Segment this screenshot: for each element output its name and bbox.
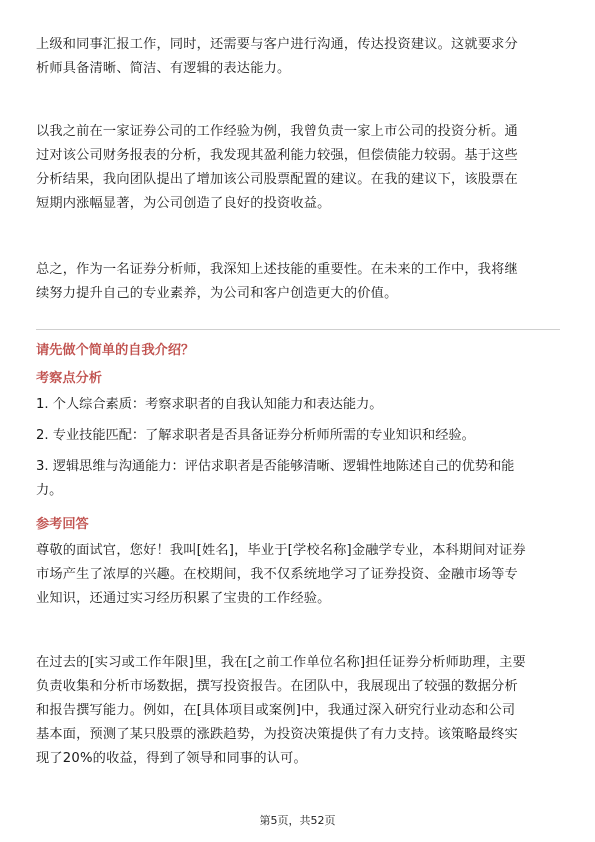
intro-paragraph-1 [36, 33, 560, 81]
analysis-item-2 [36, 424, 560, 448]
text-line: 基本面，预测了某只股票的涨跌趋势，为投资决策提供了有力支持。该策略最终实 [36, 727, 518, 742]
text-line: 现了20%的收益，得到了领导和同事的认可。 [36, 751, 307, 766]
page-number: 第5页，共52页 [259, 814, 336, 827]
answer-heading: 参考回答 [36, 517, 89, 532]
answer-paragraph-1 [36, 539, 560, 611]
text-line: 短期内涨幅显著，为公司创造了良好的投资收益。 [36, 196, 331, 211]
text-line: 力。 [36, 483, 63, 498]
text-line: 2. 专业技能匹配：了解求职者是否具备证券分析师所需的专业知识和经验。 [36, 428, 475, 443]
intro-paragraph-3 [36, 258, 560, 306]
text-line: 尊敬的面试官，您好！我叫[姓名]，毕业于[学校名称]金融学专业，本科期间对证券 [36, 543, 526, 558]
analysis-item-3 [36, 455, 560, 503]
text-line: 业知识，还通过实习经历积累了宝贵的工作经验。 [36, 591, 331, 606]
answer-paragraph-2 [36, 651, 560, 771]
text-line: 和报告撰写能力。例如，在[具体项目或案例]中，我通过深入研究行业动态和公司 [36, 703, 516, 718]
text-line: 以我之前在一家证券公司的工作经验为例，我曾负责一家上市公司的投资分析。通 [36, 124, 518, 139]
text-line: 市场产生了浓厚的兴趣。在校期间，我不仅系统地学习了证券投资、金融市场等专 [36, 567, 518, 582]
text-line: 续努力提升自己的专业素养，为公司和客户创造更大的价值。 [36, 286, 398, 301]
text-line: 析师具备清晰、简洁、有逻辑的表达能力。 [36, 61, 291, 76]
text-line: 过对该公司财务报表的分析，我发现其盈利能力较强，但偿债能力较弱。基于这些 [36, 148, 518, 163]
text-line: 在过去的[实习或工作年限]里，我在[之前工作单位名称]担任证券分析师助理，主要 [36, 655, 526, 670]
text-line: 1. 个人综合素质：考察求职者的自我认知能力和表达能力。 [36, 397, 383, 412]
section-divider [36, 329, 560, 330]
text-line: 分析结果，我向团队提出了增加该公司股票配置的建议。在我的建议下，该股票在 [36, 172, 518, 187]
text-line: 3. 逻辑思维与沟通能力：评估求职者是否能够清晰、逻辑性地陈述自己的优势和能 [36, 459, 515, 474]
text-line: 上级和同事汇报工作，同时，还需要与客户进行沟通，传达投资建议。这就要求分 [36, 37, 518, 52]
question-heading: 请先做个简单的自我介绍？ [36, 343, 195, 358]
analysis-heading: 考察点分析 [36, 371, 102, 386]
text-line: 总之，作为一名证券分析师，我深知上述技能的重要性。在未来的工作中，我将继 [36, 262, 518, 277]
intro-paragraph-2 [36, 120, 560, 216]
text-line: 负责收集和分析市场数据，撰写投资报告。在团队中，我展现出了较强的数据分析 [36, 679, 518, 694]
analysis-item-1 [36, 393, 560, 417]
